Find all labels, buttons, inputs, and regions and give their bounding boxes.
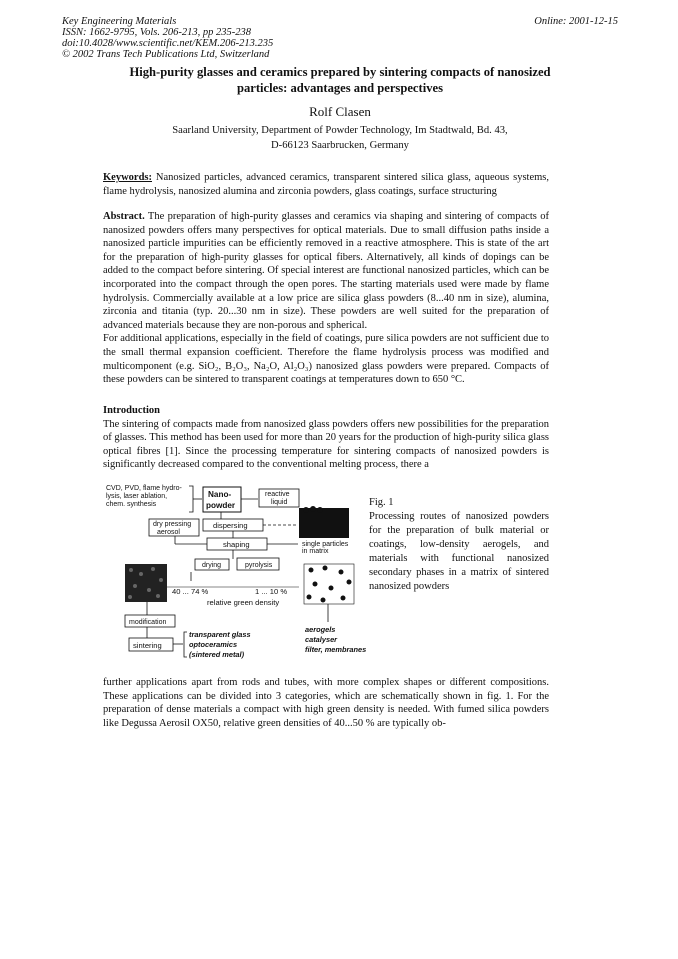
- single-particles-label-2: in matrix: [302, 548, 329, 555]
- journal-name: Key Engineering Materials: [62, 16, 177, 27]
- dispersing-label: dispersing: [213, 521, 248, 530]
- pore: [133, 584, 137, 588]
- abstract-label: Abstract.: [103, 211, 145, 222]
- sintering-label: sintering: [133, 641, 162, 650]
- doi-line[interactable]: doi:10.4028/www.scientific.net/KEM.206-213.235: [62, 38, 274, 49]
- figure-caption-label: Fig. 1: [369, 497, 394, 508]
- continuation-text: further applications apart from rods and tubes, with more complex shapes or different compositions. These applications can be divided into 3 categories, which are schematically shown in fig. 1. For the preparation of dense materials a compact with high green density is needed. With fumed silica powders like Degussa Aerosil OX50, relative green densities of 40...50 % are typically ob-: [103, 677, 549, 729]
- abstract-block: [103, 210, 549, 387]
- particle: [339, 570, 344, 575]
- particle: [307, 595, 312, 600]
- product-label-1: transparent glass: [189, 630, 251, 639]
- title-line-2: particles: advantages and perspectives: [236, 81, 444, 95]
- pore: [156, 594, 160, 598]
- nanopowder-label-1: Nano-: [208, 490, 232, 499]
- title-line-1: High-purity glasses and ceramics prepared by sintering compacts of nanosized: [129, 65, 551, 79]
- online-date: Online: 2001-12-15: [534, 16, 618, 27]
- filter-label: filter, membranes: [305, 645, 367, 654]
- product-bracket: [184, 632, 187, 657]
- particle: [313, 582, 318, 587]
- particle: [329, 586, 334, 591]
- journal-header: [62, 16, 618, 60]
- particle: [321, 598, 326, 603]
- copyright-line: © 2002 Trans Tech Publications Ltd, Switzerland: [62, 49, 270, 60]
- introduction-heading: Introduction: [103, 405, 160, 416]
- reactive-label-2: liquid: [271, 499, 288, 506]
- nanopowder-label-2: powder: [206, 501, 236, 510]
- drying-label: drying: [202, 562, 222, 569]
- affiliation-line-1: Saarland University, Department of Powder Technology, Im Stadtwald, Bd. 43,: [172, 125, 508, 136]
- introduction-text: The sintering of compacts made from nanosized glass powders offers new possibilities for the preparation of glasses. This method has been used for more than 20 years for the production of high-purity silica glass optical fibres [1]. Since the processing temperature for sintering compacts of nanosized powders is significantly decreased compared to the conventional melting process, there a: [103, 418, 549, 471]
- pore: [139, 572, 143, 576]
- density-axis-label: relative green density: [207, 598, 280, 607]
- introduction-block: [103, 404, 549, 472]
- source-label-line-3: chem. synthesis: [106, 501, 157, 508]
- pore: [129, 568, 133, 572]
- abstract-paragraph-1: The preparation of high-purity glasses and ceramics via shaping and sintering of compacts of nanosized powders offers many perspectives for optical materials. Due to small diffusion paths inside a nanosized particle impurities can be efficiently removed in a reactive atmosphere. This is state of the art for the preparation of high-purity glasses for optical fibers. Alternatively, all kinds of dopings can be added to the compact before sintering. Of special interest are functional nanosized particles, which can be incorporated into the compact through the open pores. The starting materials used were made by flame hydrolysis. Commercially available at a low price are silica glass powders (8...40 nm in size), alumina, zirconia and titania (typ. 20...30 nm in size). These powders are well suited for the preparation of advanced materials because they are non-porous and spherical.: [103, 211, 549, 331]
- source-label-line-1: CVD, PVD, flame hydro-: [106, 485, 182, 492]
- continuation-block: [103, 676, 549, 730]
- modification-label: modification: [129, 619, 167, 626]
- single-particles-label-1: single particles: [302, 541, 349, 548]
- keywords-block: [103, 171, 549, 198]
- affiliation: [62, 124, 618, 153]
- particle: [310, 506, 316, 512]
- issn-line: ISSN: 1662-9795, Vols. 206-213, pp 235-238: [62, 27, 251, 38]
- density-high-label: 40 ... 74 %: [172, 587, 209, 596]
- keywords-text: Nanosized particles, advanced ceramics, transparent sintered silica glass, aqueous systems, flame hydrolysis, nanosized alumina and zirconia powders, glass coatings, surface structuring: [103, 172, 549, 197]
- processing-routes-diagram: [103, 482, 373, 668]
- density-low-label: 1 ... 10 %: [255, 587, 288, 596]
- catalyser-label: catalyser: [305, 635, 338, 644]
- pore: [151, 567, 155, 571]
- figure-1-caption: [369, 496, 549, 594]
- shaping-label: shaping: [223, 540, 250, 549]
- pore: [128, 595, 132, 599]
- aerogels-label: aerogels: [305, 625, 336, 634]
- reactive-label-1: reactive: [265, 491, 290, 498]
- source-bracket: [189, 486, 193, 512]
- dry-pressing-label-2: aerosol: [157, 529, 180, 536]
- source-label-line-2: lysis, laser ablation,: [106, 493, 168, 500]
- particle: [347, 580, 352, 585]
- affiliation-line-2: D-66123 Saarbrucken, Germany: [271, 139, 409, 151]
- pore: [147, 588, 151, 592]
- paper-title: [62, 64, 618, 96]
- particle: [303, 507, 309, 513]
- abstract-paragraph-2: For additional applications, especially in the field of coatings, pure silica powders are not sufficient due to the small thermal expansion coefficient. Therefore the flame hydrolysis process was modified and multicomponent (e.g. SiO₂, B₂O₃, Na₂O, Al₂O₃) nanosized glass powders were prepared. Compacts of these powders can be sintered to transparent coatings at temperatures down to 650 °C.: [103, 333, 549, 386]
- figure-1: [103, 482, 373, 668]
- particle: [323, 566, 328, 571]
- particle: [341, 596, 346, 601]
- product-label-2: optoceramics: [189, 640, 238, 649]
- pore: [159, 578, 163, 582]
- dry-pressing-label-1: dry pressing: [153, 521, 192, 528]
- particle: [309, 568, 314, 573]
- figure-caption-text: Processing routes of nanosized powders for the preparation of bulk material or coatings, low-density aerogels, and materials with functional nanosized secondary phases in a matrix of sintered nanosized powders: [369, 511, 549, 592]
- particle: [317, 507, 323, 513]
- pyrolysis-label: pyrolysis: [245, 562, 273, 569]
- product-label-3: (sintered metal): [189, 650, 245, 659]
- keywords-label: Keywords:: [103, 172, 152, 183]
- author-name: Rolf Clasen: [309, 104, 371, 119]
